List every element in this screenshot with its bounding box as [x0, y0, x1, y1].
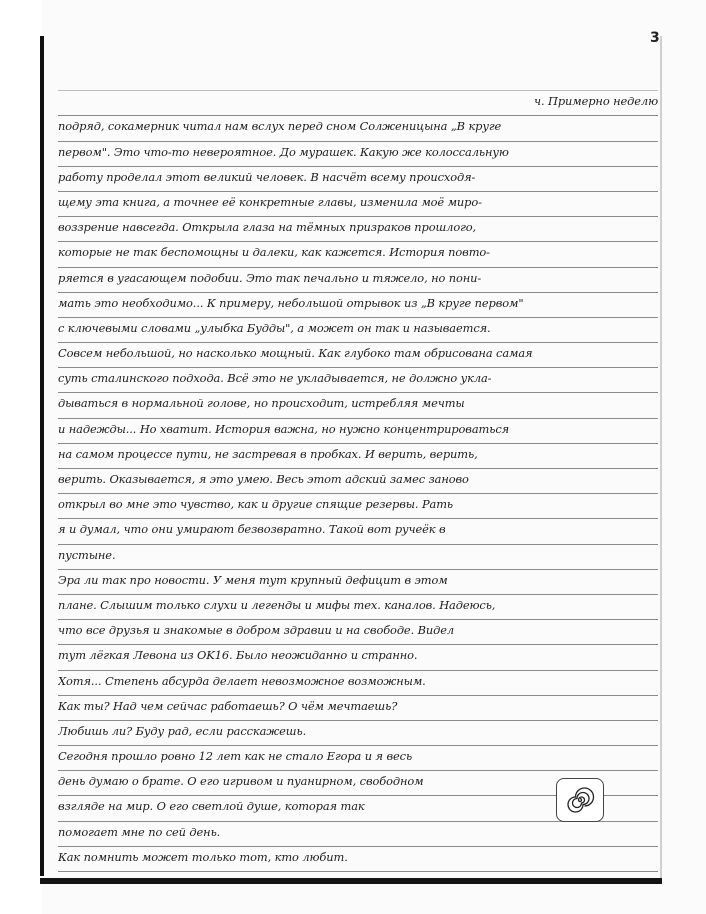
text-line: дываться в нормальной голове, но происходит, истребляя мечты: [58, 393, 658, 418]
page-right-edge: [660, 36, 662, 884]
page-left-edge: [0, 0, 42, 914]
text-line: [58, 66, 658, 91]
text-line: работу проделал этот великий человек. В насчёт всему происходя-: [58, 167, 658, 192]
text-line: суть сталинского подхода. Всё это не укладывается, не должно укла-: [58, 368, 658, 393]
bottom-bar: [40, 878, 662, 884]
text-line: день думаю о брате. О его игривом и пуанирном, свободном: [58, 771, 658, 796]
text-line: Как ты? Над чем сейчас работаешь? О чём мечтаешь?: [58, 696, 658, 721]
text-line: помогает мне по сей день.: [58, 822, 658, 847]
text-line: ч. Примерно неделю: [58, 91, 658, 116]
text-line: пустыне.: [58, 545, 658, 570]
text-line: воззрение навсегда. Открыла глаза на тёмных призраков прошлого,: [58, 217, 658, 242]
text-line: которые не так беспомощны и далеки, как кажется. История повто-: [58, 242, 658, 267]
spiral-icon: [563, 785, 597, 815]
text-line: Хотя... Степень абсурда делает невозможное возможным.: [58, 671, 658, 696]
text-line: щему эта книга, а точнее её конкретные главы, изменила моё миро-: [58, 192, 658, 217]
text-line: ряется в угасающем подобии. Это так печально и тяжело, но пони-: [58, 268, 658, 293]
text-line: Эра ли так про новости. У меня тут крупный дефицит в этом: [58, 570, 658, 595]
text-line: мать это необходимо... К примеру, небольшой отрывок из „В круге первом": [58, 293, 658, 318]
page-number: 3: [650, 30, 660, 46]
text-line: Сегодня прошло ровно 12 лет как не стало Егора и я весь: [58, 746, 658, 771]
text-line: с ключевыми словами „улыбка Будды", а может он так и называется.: [58, 318, 658, 343]
text-line: что все друзья и знакомые в добром здравии и на свободе. Видел: [58, 620, 658, 645]
spiral-doodle: [556, 778, 604, 822]
text-line: и надежды... Но хватит. История важна, но нужно концентрироваться: [58, 419, 658, 444]
margin-bar: [40, 36, 44, 876]
text-line: верить. Оказывается, я это умею. Весь этот адский замес заново: [58, 469, 658, 494]
text-line: тут лёгкая Левона из OK16. Было неожиданно и странно.: [58, 645, 658, 670]
text-line: плане. Слышим только слухи и легенды и мифы тех. каналов. Надеюсь,: [58, 595, 658, 620]
text-line: взгляде на мир. О его светлой душе, которая так: [58, 796, 658, 821]
text-line: открыл во мне это чувство, как и другие спящие резервы. Рать: [58, 494, 658, 519]
text-line: Как помнить может только тот, кто любит.: [58, 847, 658, 872]
text-line: подряд, сокамерник читал нам вслух перед сном Солженицына „В круге: [58, 116, 658, 141]
handwritten-letter: [58, 66, 658, 872]
text-line: Любишь ли? Буду рад, если расскажешь.: [58, 721, 658, 746]
text-line: Совсем небольшой, но насколько мощный. Как глубоко там обрисована самая: [58, 343, 658, 368]
text-line: первом". Это что-то невероятное. До мурашек. Какую же колоссальную: [58, 142, 658, 167]
text-line: я и думал, что они умирают безвозвратно. Такой вот ручеёк в: [58, 519, 658, 544]
text-line: на самом процессе пути, не застревая в пробках. И верить, верить,: [58, 444, 658, 469]
